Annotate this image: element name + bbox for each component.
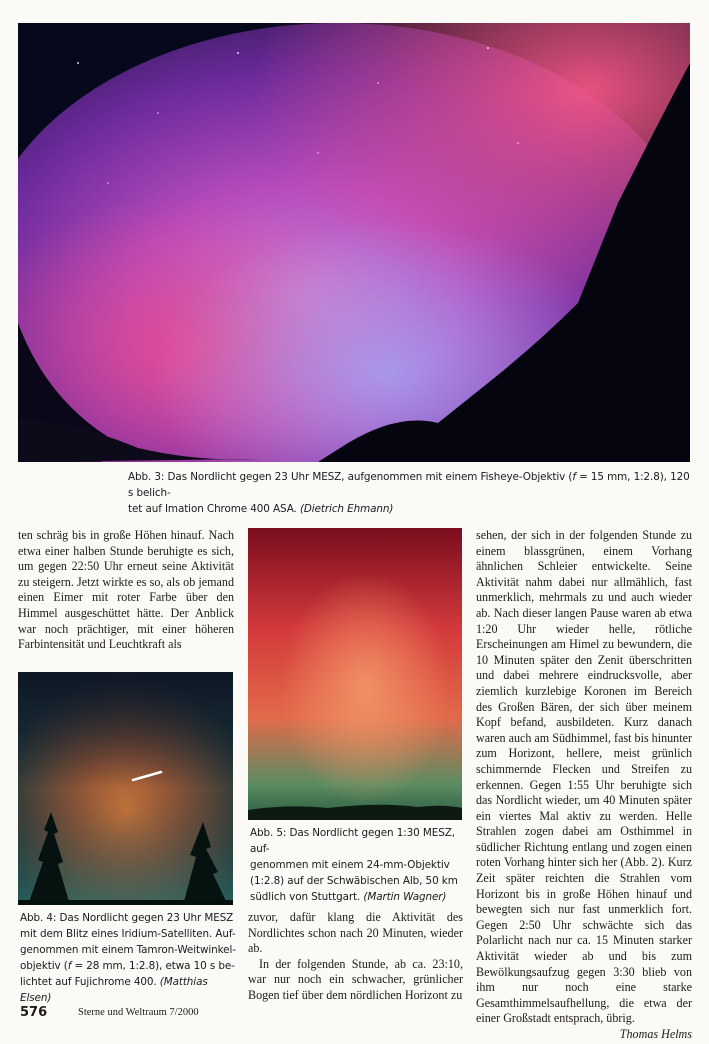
paragraph: zuvor, dafür klang die Aktivität des Nordlichtes schon nach 20 Minuten, wieder ab. <box>248 910 463 956</box>
paragraph: sehen, der sich in der folgenden Stunde zu einem blassgrünen, einem Vorhang ähnlichen Schleier entwickelte. Seine Aktivität nahm dabei nur allmählich, fast unmerklich, mehrmals zu und auch wieder ab. Nach dieser langen Pause waren ab etwa 1:20 Uhr wieder helle, rötliche Erscheinungen am Himel zu bewundern, die 10 Minuten später den Zenit überschritten und dabei mehrere eindrucksvolle, aber ziemlich kurzlebige Koronen im Bereich des Großen Bären, der sich über meinem Kopf befand, ausbildeten. Kurz danach waren auch am Südhimmel, fast bis hinunter zum Horizont, hellere, meist grünlich schimmernde Flecken und Streifen zu erkennen. Gegen 1:55 Uhr beruhigte sich das Nordlicht wieder, um 40 Minuten später ein viertes Mal aktiv zu werden. Helle Strahlen zogen dabei am Osthimmel in südlicher Richtung entlang und zogen einen roten Vorhang hinter sich her (Abb. 2). Kurz Zeit später reichten die Strahlen vom Horizont bis in große Höhen hinauf und bewegten sich nur fast unmerklich fort. Gegen 2:50 Uhr schwächte sich das Polarlicht nach nur ca. 15 Minuten starker Aktivität wieder ab und bis zum Bewölkungsaufzug gegen 3:30 blieb von ihm nur noch eine starke Gesamthimmelsaufhellung, die etwa der einer Großstadt entsprach, übrig. <box>476 528 692 1026</box>
abb4-caption: Abb. 4: Das Nordlicht gegen 23 Uhr MESZ mit dem Blitz eines Iridium-Satelliten. Auf- genommen mit einem Tamron-Weitwinkel- objektiv (f = 28 mm, 1:2.8), etwa 10 s be- lichtet auf Fujichrome 400. (Matthias Elsen) <box>20 912 236 1004</box>
paragraph: In der folgenden Stunde, ab ca. 23:10, war nur noch ein schwacher, grünlicher Bogen tief über dem nördlichen Horizont zu <box>248 956 463 1002</box>
author-signature: Thomas Helms <box>619 1027 692 1041</box>
abb3-credit: (Dietrich Ehmann) <box>299 503 394 515</box>
text-column-3 <box>476 528 692 1043</box>
abb5-caption: Abb. 5: Das Nordlicht gegen 1:30 MESZ, auf- genommen mit einem 24-mm-Objektiv (1:2.8) auf der Schwäbischen Alb, 50 km südlich von Stuttgart. (Martin Wagner) <box>250 827 458 903</box>
text-column-2-bottom <box>248 910 463 1004</box>
aurora-fisheye-photo <box>18 23 690 462</box>
page-number: 576 <box>20 1005 48 1020</box>
abb4-credit: (Matthias Elsen) <box>20 976 208 1004</box>
abb3-caption: Abb. 3: Das Nordlicht gegen 23 Uhr MESZ, aufgenommen mit einem Fisheye-Objektiv (f = 15 mm, 1:2.8), 120 s belich- tet auf Imation Chrome 400 ASA. (Dietrich Ehmann) <box>128 471 690 515</box>
aurora-24mm-photo <box>248 528 462 820</box>
text-column-1-top <box>18 528 234 653</box>
abb5-credit: (Martin Wagner) <box>363 891 447 903</box>
journal-issue: Sterne und Weltraum 7/2000 <box>78 1007 199 1018</box>
paragraph: ten schräg bis in große Höhen hinauf. Nach etwa einer halben Stunde beruhigte es sich, um gegen 22:50 Uhr erneut seine Aktivität zu steigern. Jetzt wirkte es so, als ob jemand einen Eimer mit roter Farbe über den Himmel ausgeschüttet hätte. Der Anblick war noch prächtiger, mit einer höheren Farbintensität und Leuchtkraft als <box>18 528 234 652</box>
aurora-iridium-flash-photo <box>18 672 233 905</box>
